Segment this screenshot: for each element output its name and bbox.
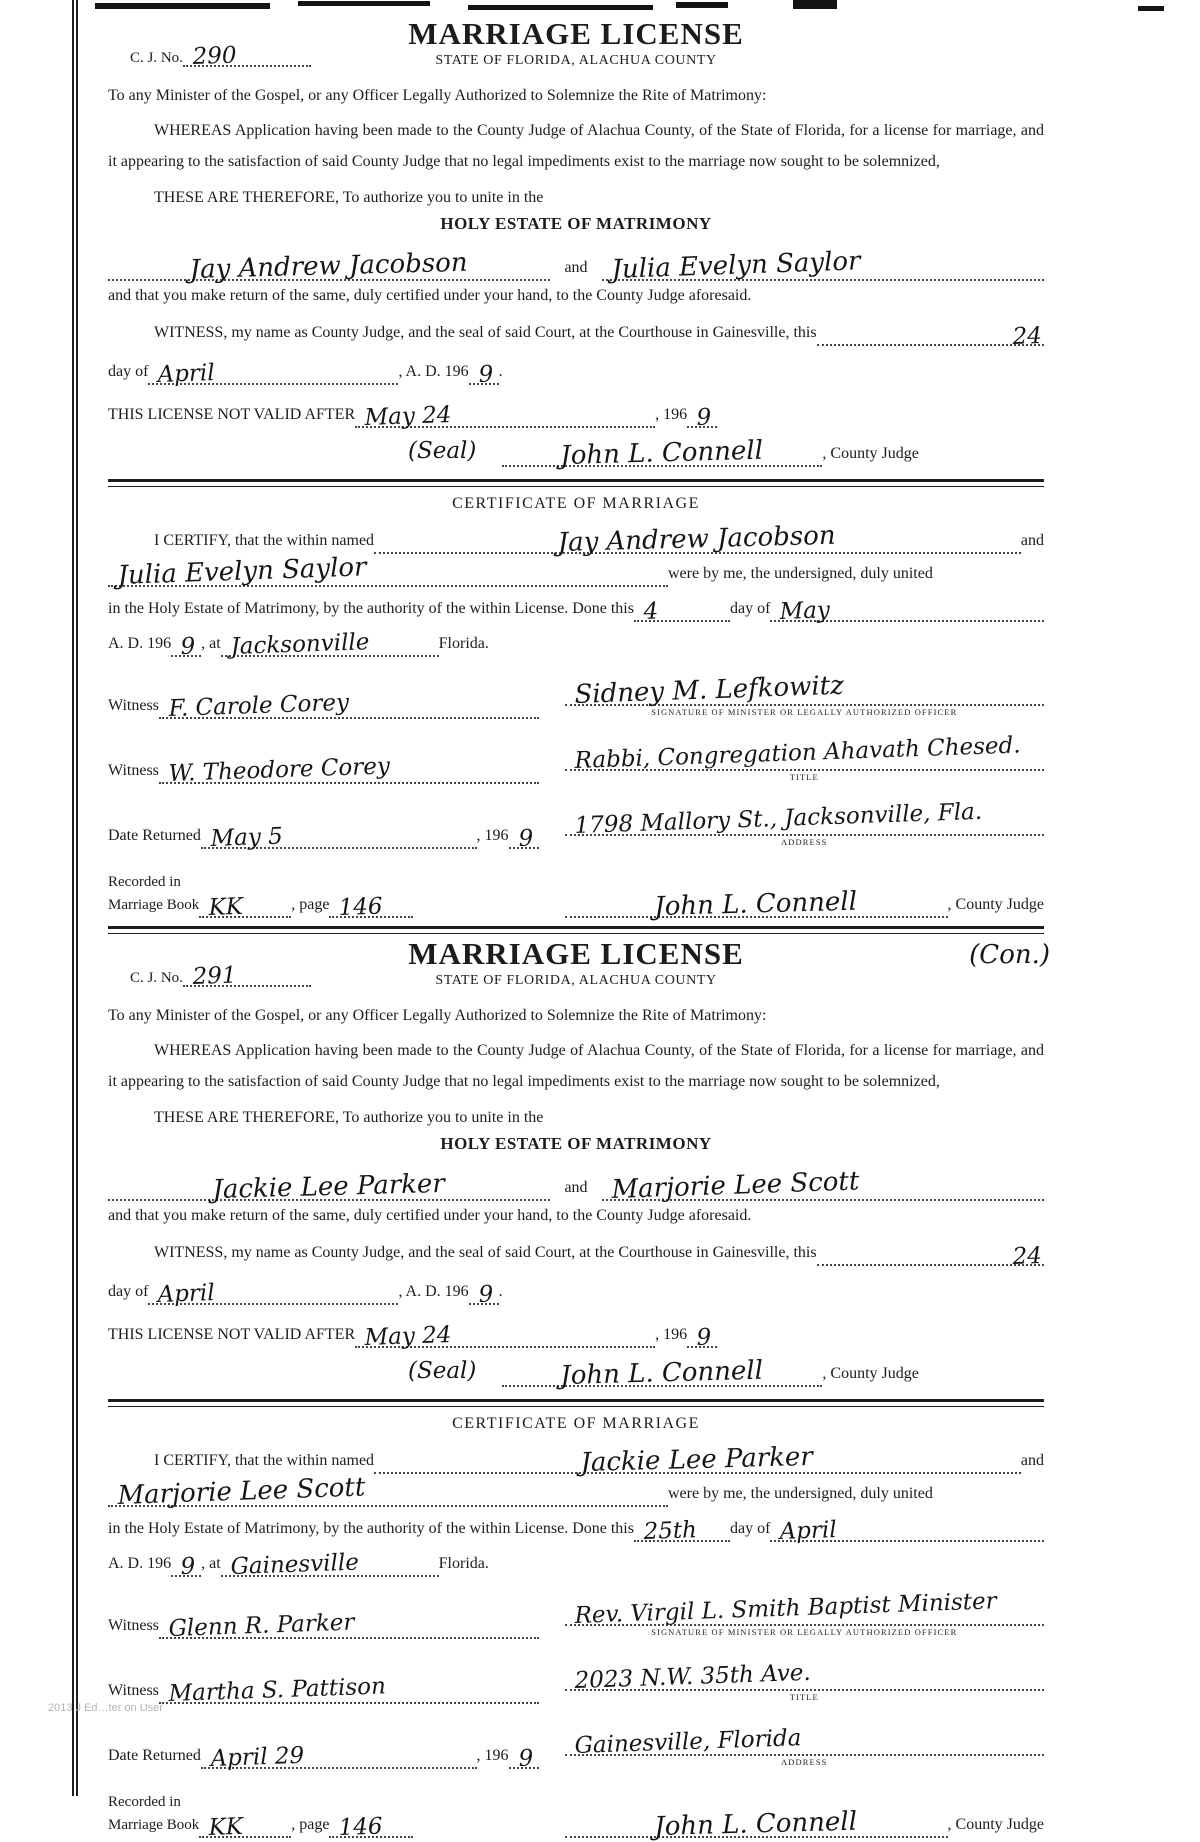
minister-title-line: [565, 1659, 1044, 1694]
section-divider: [108, 1399, 1044, 1407]
witness-2-name: W. Theodore Corey: [168, 753, 391, 787]
ad-label: A. D. 196: [108, 1555, 172, 1572]
day-of-label: day of: [729, 1520, 771, 1537]
day-of-label: day of: [108, 363, 149, 380]
marriage-book-label: Marriage Book: [108, 897, 200, 913]
minister-signature-line: [565, 670, 1044, 710]
florida-label: Florida.: [438, 1555, 489, 1572]
witness-1-row: [108, 1587, 539, 1652]
at-label: , at: [201, 635, 221, 652]
and-label: and: [1020, 532, 1044, 549]
place-name: Jacksonville: [229, 629, 370, 660]
holy-estate-heading: HOLY ESTATE OF MATRIMONY: [440, 1134, 712, 1153]
recorded-in-label: Recorded in: [108, 874, 181, 890]
witness-2-row: [108, 732, 539, 797]
not-valid-label: THIS LICENSE NOT VALID AFTER: [108, 1326, 356, 1343]
seal-annotation: (Seal): [408, 1358, 477, 1384]
done-day-line: [634, 598, 730, 625]
witness-day-line: [817, 323, 1044, 351]
scan-artifact: [676, 2, 728, 8]
recorded-row: [108, 862, 539, 921]
scan-artifact: [468, 5, 653, 10]
cj-number-label: C. J. No.: [130, 970, 183, 986]
minister-address: Gainesville, Florida: [573, 1725, 802, 1759]
place-name: Gainesville: [229, 1549, 359, 1580]
witness-2-line: [159, 1673, 539, 1707]
therefore-line: THESE ARE THEREFORE, To authorize you to unite in the: [154, 189, 544, 206]
minister-address-row: [565, 1717, 1044, 1769]
cert-groom-line: [374, 520, 1021, 558]
cert-groom-line: [374, 1441, 1021, 1478]
month-line: [148, 1280, 398, 1308]
page-label: , page: [291, 1816, 330, 1833]
date-returned-year-line: [509, 1745, 539, 1772]
not-valid-date: May 24: [364, 1321, 452, 1351]
date-returned-line: [201, 823, 477, 852]
minister-address-row: [565, 797, 1044, 849]
witness-clause-text: WITNESS, my name as County Judge, and the seal of said Court, at the Courthouse in Gainesville, this: [154, 324, 817, 341]
seal-annotation: (Seal): [408, 438, 477, 464]
done-day: 25th: [643, 1517, 698, 1545]
groom-name: Jackie Lee Parker: [212, 1168, 446, 1205]
witness-label: Witness: [108, 1617, 159, 1634]
year-comma-label: , 196: [655, 1326, 688, 1343]
date-returned-value: May 5: [209, 823, 284, 852]
judge-signature: John L. Connell: [560, 435, 764, 471]
authority-text: in the Holy Estate of Matrimony, by the authority of the within License. Done this: [108, 1520, 634, 1537]
title-caption: TITLE: [789, 1692, 819, 1702]
witness-day: 24: [1011, 323, 1043, 351]
county-judge-label: , County Judge: [947, 1816, 1044, 1833]
bride-name: Julia Evelyn Saylor: [610, 246, 861, 285]
certificate-columns: [108, 667, 1044, 922]
minister-signature: Sidney M. Lefkowitz: [573, 670, 844, 710]
whereas-paragraph: WHEREAS Application having been made to the County Judge of Alachua County, of the State of Florida, for a license for marriage, and it appearing to the satisfaction of said County Judge that no legal impediments exist to the marriage now sought to be solemnized,: [108, 1042, 1044, 1090]
year-line: [469, 1281, 499, 1308]
addressee-line: To any Minister of the Gospel, or any Officer Legally Authorized to Solemnize the Rite of Matrimony:: [108, 87, 767, 104]
addressee-line: To any Minister of the Gospel, or any Officer Legally Authorized to Solemnize the Rite of Matrimony:: [108, 1007, 767, 1024]
return-clause: and that you make return of the same, duly certified under your hand, to the County Judge aforesaid.: [108, 287, 752, 304]
ad-place-line: [108, 629, 1044, 660]
witness-1-name: Glenn R. Parker: [168, 1609, 355, 1642]
cert-year-digit: 9: [180, 1553, 196, 1580]
cert-bride-row: [108, 1472, 1044, 1511]
period: .: [498, 363, 503, 380]
ad-label: A. D. 196: [108, 635, 172, 652]
not-valid-date: May 24: [364, 401, 452, 431]
ad-label: , A. D. 196: [398, 1283, 469, 1300]
witness-year-digit: 9: [477, 361, 494, 388]
date-returned-label: Date Returned: [108, 827, 201, 844]
witness-2-name: Martha S. Pattison: [168, 1673, 387, 1707]
page-value: 146: [338, 1813, 384, 1841]
cert-year-digit: 9: [180, 633, 196, 660]
continuation-annotation: (Con.): [969, 940, 1050, 970]
bride-name-line: [602, 246, 1044, 285]
date-returned-label: Date Returned: [108, 1747, 201, 1764]
not-valid-year-digit: 9: [696, 1324, 712, 1351]
county-judge-label: , County Judge: [822, 1365, 919, 1382]
cert-judge-signature-line: [565, 886, 948, 922]
ad-label: , A. D. 196: [398, 363, 469, 380]
not-valid-year-line: [687, 404, 717, 431]
cj-number-1: [130, 42, 311, 70]
minister-address-line: [565, 798, 1044, 839]
scan-artifact: [95, 3, 270, 9]
witness-year-digit: 9: [477, 1281, 494, 1308]
page-label: , page: [291, 896, 330, 913]
certify-line: [108, 1441, 1044, 1478]
cj-number-2: [130, 962, 311, 990]
not-valid-line: [108, 1321, 1044, 1351]
minister-signature: Rev. Virgil L. Smith Baptist Minister: [573, 1588, 997, 1629]
page-title: MARRIAGE LICENSE: [408, 16, 744, 51]
cert-judge-row: [565, 1782, 1044, 1842]
certificate-title: CERTIFICATE OF MARRIAGE: [452, 495, 700, 512]
not-valid-line: [108, 401, 1044, 431]
date-returned-row: [108, 1717, 539, 1782]
certificate-title: CERTIFICATE OF MARRIAGE: [452, 1415, 700, 1432]
judge-signature-line: [502, 1355, 822, 1391]
title-caption: TITLE: [789, 772, 819, 782]
page-subtitle: STATE OF FLORIDA, ALACHUA COUNTY: [435, 973, 717, 988]
address-caption: ADDRESS: [781, 1757, 828, 1767]
and-label: and: [564, 1179, 588, 1196]
cj-number-value: 290: [192, 42, 237, 70]
not-valid-year-line: [687, 1324, 717, 1351]
minister-title-row: [565, 732, 1044, 784]
signature-caption: SIGNATURE OF MINISTER OR LEGALLY AUTHORIZED OFFICER: [651, 707, 958, 717]
authority-text: in the Holy Estate of Matrimony, by the authority of the within License. Done this: [108, 600, 634, 617]
ad-place-line: [108, 1549, 1044, 1580]
witness-clause-line: [108, 1239, 1044, 1271]
cert-bride-row: [108, 552, 1044, 591]
scanner-watermark: 2013 J Ed…ter on User: [48, 1702, 163, 1714]
witness-1-line: [159, 689, 539, 722]
witness-day-line: [817, 1243, 1044, 1271]
scan-artifact: [793, 0, 837, 9]
certify-line: [108, 520, 1044, 558]
witness-clause-text: WITNESS, my name as County Judge, and the seal of said Court, at the Courthouse in Gainesville, this: [154, 1244, 817, 1261]
cert-groom-name: Jackie Lee Parker: [580, 1441, 814, 1478]
year-comma-label: , 196: [476, 1747, 509, 1764]
cert-groom-name: Jay Andrew Jacobson: [557, 520, 837, 558]
witness-label: Witness: [108, 697, 159, 714]
county-judge-label: , County Judge: [947, 896, 1044, 913]
done-month-line: [770, 1517, 1044, 1545]
book-value: KK: [208, 1813, 244, 1841]
witness-label: Witness: [108, 762, 159, 779]
holy-estate-heading: HOLY ESTATE OF MATRIMONY: [440, 214, 712, 233]
not-valid-date-line: [355, 1321, 655, 1351]
not-valid-date-line: [355, 401, 655, 431]
certify-label: I CERTIFY, that the within named: [154, 1452, 375, 1469]
date-returned-line: [201, 1742, 477, 1772]
cert-judge-signature: John L. Connell: [653, 1806, 858, 1842]
minister-title-row: [565, 1652, 1044, 1704]
marriage-license-section-2: [108, 936, 1050, 1842]
and-label: and: [1020, 1452, 1044, 1469]
cert-year-line: [171, 633, 201, 660]
therefore-line: THESE ARE THEREFORE, To authorize you to unite in the: [154, 1109, 544, 1126]
minister-address-line: [565, 1725, 1044, 1759]
cj-number-value: 291: [192, 962, 237, 990]
done-day-line: [634, 1517, 730, 1545]
year-comma-label: , 196: [655, 406, 688, 423]
license-divider: [108, 926, 1044, 934]
date-returned-value: April 29: [209, 1742, 305, 1772]
groom-name-line: [108, 247, 550, 285]
license-names-line: [108, 1166, 1044, 1205]
witness-clause-line: [108, 319, 1044, 351]
year-comma-label: , 196: [476, 827, 509, 844]
scanned-document-page: [72, 0, 1082, 1842]
date-returned-year: 9: [517, 1745, 534, 1772]
marriage-book-label: Marriage Book: [108, 1817, 200, 1833]
date-returned-year-line: [509, 825, 539, 852]
bride-name: Marjorie Lee Scott: [610, 1166, 860, 1205]
witness-day: 24: [1011, 1243, 1043, 1271]
certificate-columns: [108, 1587, 1044, 1842]
not-valid-label: THIS LICENSE NOT VALID AFTER: [108, 406, 356, 423]
minister-address: 1798 Mallory St., Jacksonville, Fla.: [573, 798, 983, 839]
witness-1-row: [108, 667, 539, 732]
minister-title: Rabbi, Congregation Ahavath Chesed.: [573, 732, 1021, 774]
united-label: were by me, the undersigned, duly united: [668, 565, 933, 582]
book-line: [199, 1813, 291, 1841]
recorded-in-label: Recorded in: [108, 1794, 181, 1810]
whereas-paragraph: WHEREAS Application having been made to the County Judge of Alachua County, of the State of Florida, for a license for marriage, and it appearing to the satisfaction of said County Judge that no legal impediments exist to the marriage now sought to be solemnized,: [108, 122, 1044, 170]
witness-2-line: [159, 753, 539, 787]
day-of-line: [108, 358, 1044, 388]
judge-signature-row: [108, 1355, 1044, 1391]
florida-label: Florida.: [438, 635, 489, 652]
judge-signature: John L. Connell: [560, 1355, 764, 1391]
minister-title-line: [565, 732, 1044, 774]
cert-year-line: [171, 1553, 201, 1580]
cj-number-label: C. J. No.: [130, 50, 183, 66]
day-of-label: day of: [108, 1283, 149, 1300]
cert-bride-line: [108, 552, 668, 591]
minister-signature-row: [565, 667, 1044, 719]
minister-title: 2023 N.W. 35th Ave.: [573, 1659, 811, 1694]
cj-number-line: [183, 962, 311, 990]
page-line: [329, 893, 413, 921]
license-2-header: [108, 936, 1050, 990]
year-line: [469, 361, 499, 388]
return-clause: and that you make return of the same, duly certified under your hand, to the County Judge aforesaid.: [108, 1207, 752, 1224]
certify-label: I CERTIFY, that the within named: [154, 532, 375, 549]
license-1-header: [108, 18, 1044, 69]
period: .: [498, 1283, 503, 1300]
witness-month: April: [157, 1280, 216, 1308]
cj-number-line: [183, 42, 311, 70]
cert-bride-line: [108, 1472, 668, 1511]
page-line: [329, 1813, 413, 1841]
cert-bride-name: Julia Evelyn Saylor: [117, 552, 367, 591]
not-valid-year-digit: 9: [696, 404, 712, 431]
book-line: [199, 893, 291, 921]
cert-judge-signature-line: [565, 1806, 948, 1842]
witness-1-line: [159, 1609, 539, 1642]
witness-month: April: [157, 360, 216, 388]
witness-2-row: [108, 1652, 539, 1717]
authority-line: [108, 1515, 1044, 1545]
marriage-license-section-1: [108, 18, 1044, 934]
month-line: [148, 360, 398, 388]
united-label: were by me, the undersigned, duly united: [668, 1485, 933, 1502]
date-returned-row: [108, 797, 539, 862]
witness-label: Witness: [108, 1682, 159, 1699]
judge-signature-row: [108, 435, 1044, 471]
done-month: May: [779, 597, 831, 625]
judge-signature-line: [502, 435, 822, 471]
at-label: , at: [201, 1555, 221, 1572]
cert-judge-row: [565, 862, 1044, 922]
groom-name-line: [108, 1168, 550, 1205]
done-month: April: [779, 1517, 838, 1545]
bride-name-line: [602, 1166, 1044, 1205]
done-month-line: [770, 597, 1044, 625]
day-of-line: [108, 1278, 1044, 1308]
county-judge-label: , County Judge: [822, 445, 919, 462]
done-day: 4: [643, 598, 659, 625]
place-line: [221, 1549, 439, 1580]
and-label: and: [564, 259, 588, 276]
cert-judge-signature: John L. Connell: [653, 886, 858, 922]
section-divider: [108, 479, 1044, 487]
recorded-row: [108, 1782, 539, 1841]
cert-bride-name: Marjorie Lee Scott: [117, 1472, 366, 1511]
witness-1-name: F. Carole Corey: [168, 689, 350, 722]
minister-signature-line: [565, 1588, 1044, 1629]
scan-artifact: [298, 1, 430, 6]
address-caption: ADDRESS: [781, 837, 828, 847]
day-of-label: day of: [729, 600, 771, 617]
date-returned-year: 9: [517, 825, 534, 852]
license-names-line: [108, 246, 1044, 285]
minister-signature-row: [565, 1587, 1044, 1639]
place-line: [221, 629, 439, 660]
scan-artifact: [1138, 6, 1164, 11]
authority-line: [108, 595, 1044, 625]
signature-caption: SIGNATURE OF MINISTER OR LEGALLY AUTHORIZED OFFICER: [651, 1627, 958, 1637]
page-title: MARRIAGE LICENSE: [408, 936, 744, 971]
groom-name: Jay Andrew Jacobson: [189, 247, 469, 285]
page-value: 146: [338, 893, 384, 921]
page-subtitle: STATE OF FLORIDA, ALACHUA COUNTY: [435, 53, 717, 68]
book-value: KK: [208, 893, 244, 921]
